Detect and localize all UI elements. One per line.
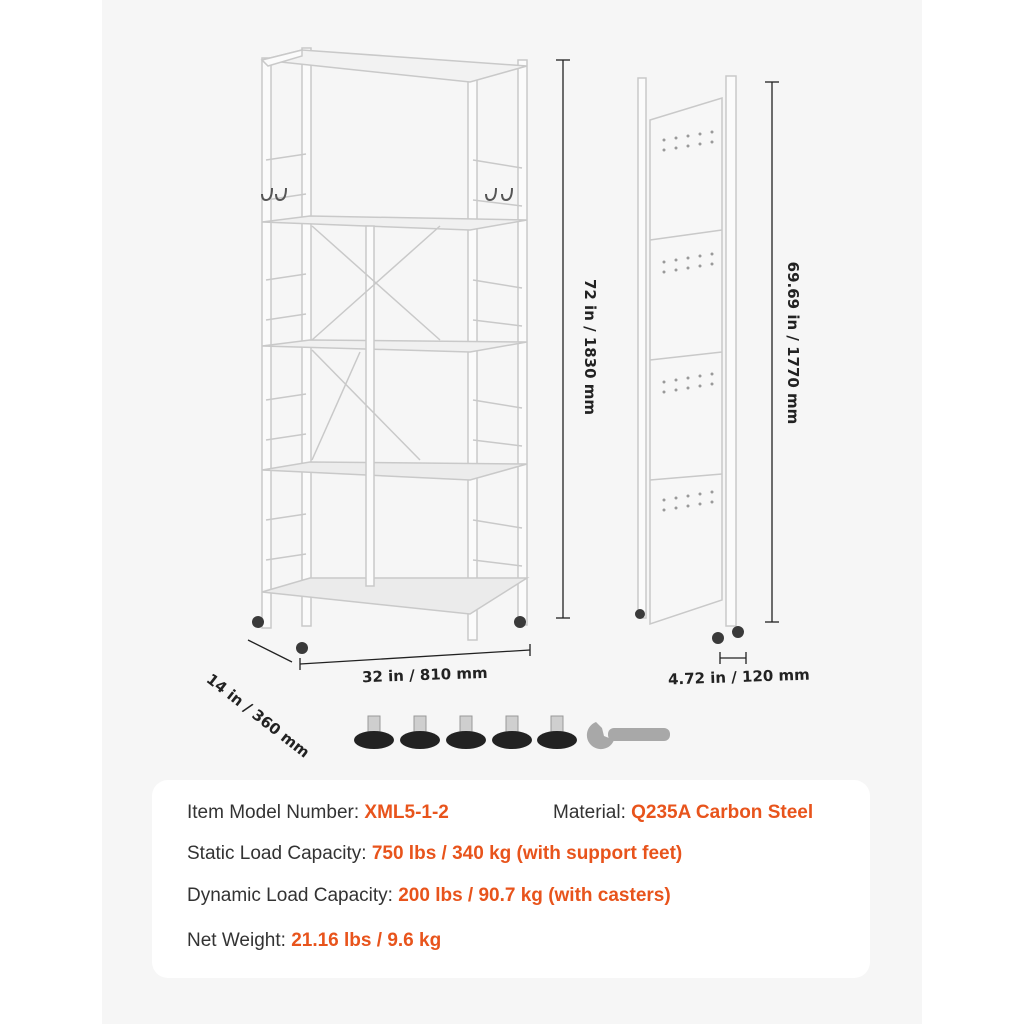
wrench-icon	[587, 722, 670, 749]
material-label: Material:	[553, 802, 626, 823]
model-number-label: Item Model Number:	[187, 802, 360, 823]
dynamic-load-row	[187, 885, 671, 907]
static-load-value: 750 lbs / 340 kg (with support feet)	[371, 843, 683, 864]
dynamic-load-value: 200 lbs / 90.7 kg (with casters)	[398, 885, 671, 906]
static-load-row	[187, 843, 682, 865]
support-foot-icon	[537, 716, 577, 749]
width-label: 32 in / 810 mm	[361, 663, 488, 687]
folded-shelf	[638, 76, 736, 626]
height-assembled-label: 72 in / 1830 mm	[581, 278, 599, 416]
net-weight-value: 21.16 lbs / 9.6 kg	[291, 930, 442, 951]
support-foot-icon	[492, 716, 532, 749]
material-value: Q235A Carbon Steel	[631, 802, 814, 823]
support-foot-icon	[400, 716, 440, 749]
static-load-label: Static Load Capacity:	[187, 843, 367, 864]
dynamic-load-label: Dynamic Load Capacity:	[187, 885, 393, 906]
model-number-value: XML5-1-2	[364, 802, 449, 823]
height-folded-label: 69.69 in / 1770 mm	[784, 261, 802, 425]
support-foot-icon	[446, 716, 486, 749]
net-weight-label: Net Weight:	[187, 930, 286, 951]
support-foot-icons	[354, 716, 577, 749]
material-row	[553, 802, 813, 824]
net-weight-row	[187, 930, 441, 952]
depth-folded-label: 4.72 in / 120 mm	[667, 665, 811, 689]
caster-icons	[252, 616, 526, 654]
assembled-shelf	[262, 48, 527, 640]
depth-label: 14 in / 360 mm	[202, 670, 314, 762]
support-foot-icon	[354, 716, 394, 749]
model-number-row	[187, 802, 449, 824]
